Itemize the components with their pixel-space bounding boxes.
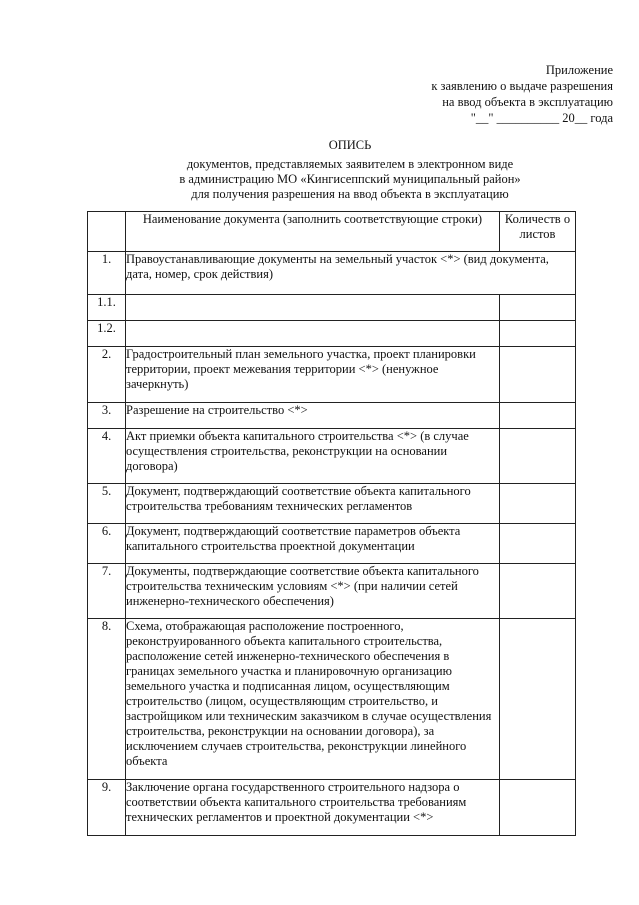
row-number: 4. [88, 429, 126, 484]
row-document-name: Градостроительный план земельного участка, проект планировки территории, проект межевания территории <*> (ненужное зачеркнуть) [126, 347, 500, 403]
row-document-name: Правоустанавливающие документы на земельный участок <*> (вид документа, дата, номер, срок действия) [126, 252, 576, 295]
document-title-block [0, 138, 639, 202]
row-number: 7. [88, 564, 126, 619]
table-row [88, 295, 576, 321]
document-subtitle-line: в администрацию МО «Кингисеппский муниципальный район» [179, 172, 521, 186]
row-document-name: Заключение органа государственного строительного надзора о соответствии объекта капитального строительства требованиям технических регламентов и проектной документации <*> [126, 780, 500, 836]
row-document-name: Документы, подтверждающие соответствие объекта капитального строительства техническим условиям <*> (при наличии сетей инженерно-технического обеспечения) [126, 564, 500, 619]
row-sheet-count[interactable] [500, 524, 576, 564]
row-number: 2. [88, 347, 126, 403]
row-sheet-count[interactable] [500, 564, 576, 619]
table-row [88, 429, 576, 484]
row-number: 1.1. [88, 295, 126, 321]
appendix-date-line: "__" __________ 20__ года [470, 111, 613, 125]
row-number: 8. [88, 619, 126, 780]
row-sheet-count[interactable] [500, 347, 576, 403]
row-sheet-count[interactable] [500, 619, 576, 780]
row-sheet-count[interactable] [500, 321, 576, 347]
row-document-name: Документ, подтверждающий соответствие параметров объекта капитального строительства проектной документации [126, 524, 500, 564]
table-row [88, 780, 576, 836]
header-count-cell: Количеств о листов [500, 212, 576, 252]
row-document-name[interactable] [126, 295, 500, 321]
table-row [88, 252, 576, 295]
row-sheet-count[interactable] [500, 429, 576, 484]
table-row [88, 321, 576, 347]
header-num-cell [88, 212, 126, 252]
row-sheet-count[interactable] [500, 780, 576, 836]
row-document-name[interactable] [126, 321, 500, 347]
header-name-cell: Наименование документа (заполнить соответствующие строки) [126, 212, 500, 252]
table-row [88, 564, 576, 619]
table-row [88, 403, 576, 429]
appendix-line: Приложение [545, 63, 613, 77]
document-subtitle-line: документов, представляемых заявителем в электронном виде [186, 157, 514, 171]
row-document-name: Документ, подтверждающий соответствие объекта капитального строительства требованиям технических регламентов [126, 484, 500, 524]
row-number: 1.2. [88, 321, 126, 347]
document-subtitle-line: для получения разрешения на ввод объекта в эксплуатацию [191, 187, 509, 201]
row-number: 9. [88, 780, 126, 836]
row-sheet-count[interactable] [500, 403, 576, 429]
row-number: 5. [88, 484, 126, 524]
appendix-line: к заявлению о выдаче разрешения [431, 79, 613, 93]
row-number: 1. [88, 252, 126, 295]
appendix-heading [431, 62, 613, 126]
table-row [88, 484, 576, 524]
row-document-name: Акт приемки объекта капитального строительства <*> (в случае осуществления строительства, реконструкции на основании договора) [126, 429, 500, 484]
documents-table [87, 211, 576, 836]
appendix-line: на ввод объекта в эксплуатацию [442, 95, 613, 109]
row-document-name: Разрешение на строительство <*> [126, 403, 500, 429]
row-sheet-count[interactable] [500, 484, 576, 524]
table-row [88, 524, 576, 564]
document-title: ОПИСЬ [328, 138, 372, 152]
row-number: 6. [88, 524, 126, 564]
table-row [88, 347, 576, 403]
row-sheet-count[interactable] [500, 295, 576, 321]
table-row [88, 619, 576, 780]
row-document-name: Схема, отображающая расположение построенного, реконструированного объекта капитального строительства, расположение сетей инженерно-технического обеспечения в границах земельного участка и планировочную организацию земельного участка и подписанная лицом, осуществляющим строительство (лицом, осуществляющим строительство, и застройщиком или техническим заказчиком в случае осуществления строительства, реконструкции на основании договора), за исключением случаев строительства, реконструкции линейного объекта [126, 619, 500, 780]
row-number: 3. [88, 403, 126, 429]
table-header-row [88, 212, 576, 252]
